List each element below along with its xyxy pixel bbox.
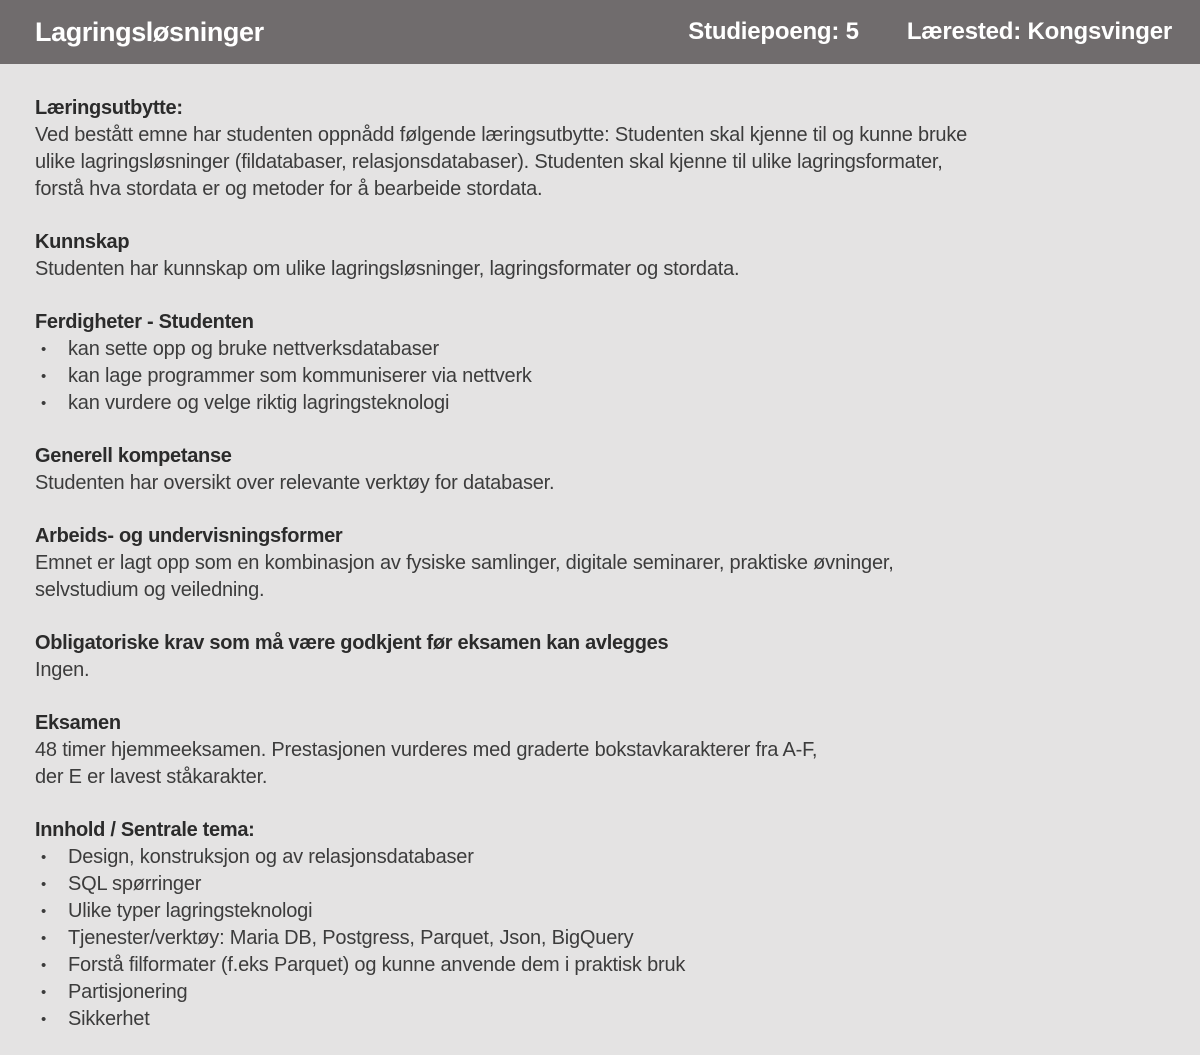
paragraph-line: Studenten har oversikt over relevante verktøy for databaser.: [35, 472, 555, 494]
section-eksamen: [35, 710, 1165, 791]
section-kunnskap: [35, 229, 1165, 283]
list-item: • Forstå filformater (f.eks Parquet) og kunne anvende dem i praktisk bruk: [35, 952, 1165, 979]
paragraph-line: Ingen.: [35, 659, 90, 681]
header-bar: [0, 0, 1200, 64]
section-heading: Generell kompetanse: [35, 445, 232, 467]
list-item: • Ulike typer lagringsteknologi: [35, 898, 1165, 925]
list-item: • kan sette opp og bruke nettverksdatabaser: [35, 336, 1165, 363]
section-heading: Eksamen: [35, 712, 121, 734]
course-content: [0, 64, 1200, 1033]
section-generell-kompetanse: [35, 443, 1165, 497]
paragraph-line: der E er lavest ståkarakter.: [35, 766, 268, 788]
section-laeringsutbytte: [35, 95, 1165, 203]
section-arbeidsformer: [35, 523, 1165, 604]
list-item: • kan lage programmer som kommuniserer via nettverk: [35, 363, 1165, 390]
list-item: • SQL spørringer: [35, 871, 1165, 898]
section-heading: Arbeids- og undervisningsformer: [35, 525, 343, 547]
section-heading: Innhold / Sentrale tema:: [35, 819, 255, 841]
paragraph-line: Studenten har kunnskap om ulike lagringsløsninger, lagringsformater og stordata.: [35, 258, 740, 280]
bullet-list: [35, 336, 1165, 417]
paragraph-line: Ved bestått emne har studenten oppnådd følgende læringsutbytte: Studenten skal kjenne til og kunne bruke: [35, 124, 968, 146]
paragraph-line: ulike lagringsløsninger (fildatabaser, relasjonsdatabaser). Studenten skal kjenne til ulike lagringsformater,: [35, 151, 943, 173]
paragraph-line: Emnet er lagt opp som en kombinasjon av fysiske samlinger, digitale seminarer, praktiske øvninger,: [35, 552, 894, 574]
section-obligatoriske-krav: [35, 630, 1165, 684]
list-item: • Partisjonering: [35, 979, 1165, 1006]
list-item: • Sikkerhet: [35, 1006, 1165, 1033]
course-title: Lagringsløsninger: [35, 16, 264, 47]
list-item: • kan vurdere og velge riktig lagringsteknologi: [35, 390, 1165, 417]
list-item: • Tjenester/verktøy: Maria DB, Postgress, Parquet, Json, BigQuery: [35, 925, 1165, 952]
section-heading: Ferdigheter - Studenten: [35, 311, 254, 333]
paragraph-line: 48 timer hjemmeeksamen. Prestasjonen vurderes med graderte bokstavkarakterer fra A-F,: [35, 739, 818, 761]
location-label: Lærested: Kongsvinger: [906, 18, 1172, 45]
section-ferdigheter: [35, 309, 1165, 417]
list-item: • Design, konstruksjon og av relasjonsdatabaser: [35, 844, 1165, 871]
section-heading: Kunnskap: [35, 231, 130, 253]
section-heading: Obligatoriske krav som må være godkjent før eksamen kan avlegges: [35, 632, 669, 654]
paragraph-line: selvstudium og veiledning.: [35, 579, 265, 601]
bullet-list: [35, 844, 1165, 1033]
section-innhold: [35, 817, 1165, 1033]
credits-label: Studiepoeng: 5: [688, 18, 859, 45]
paragraph-line: forstå hva stordata er og metoder for å bearbeide stordata.: [35, 178, 543, 200]
section-heading: Læringsutbytte:: [35, 97, 183, 119]
